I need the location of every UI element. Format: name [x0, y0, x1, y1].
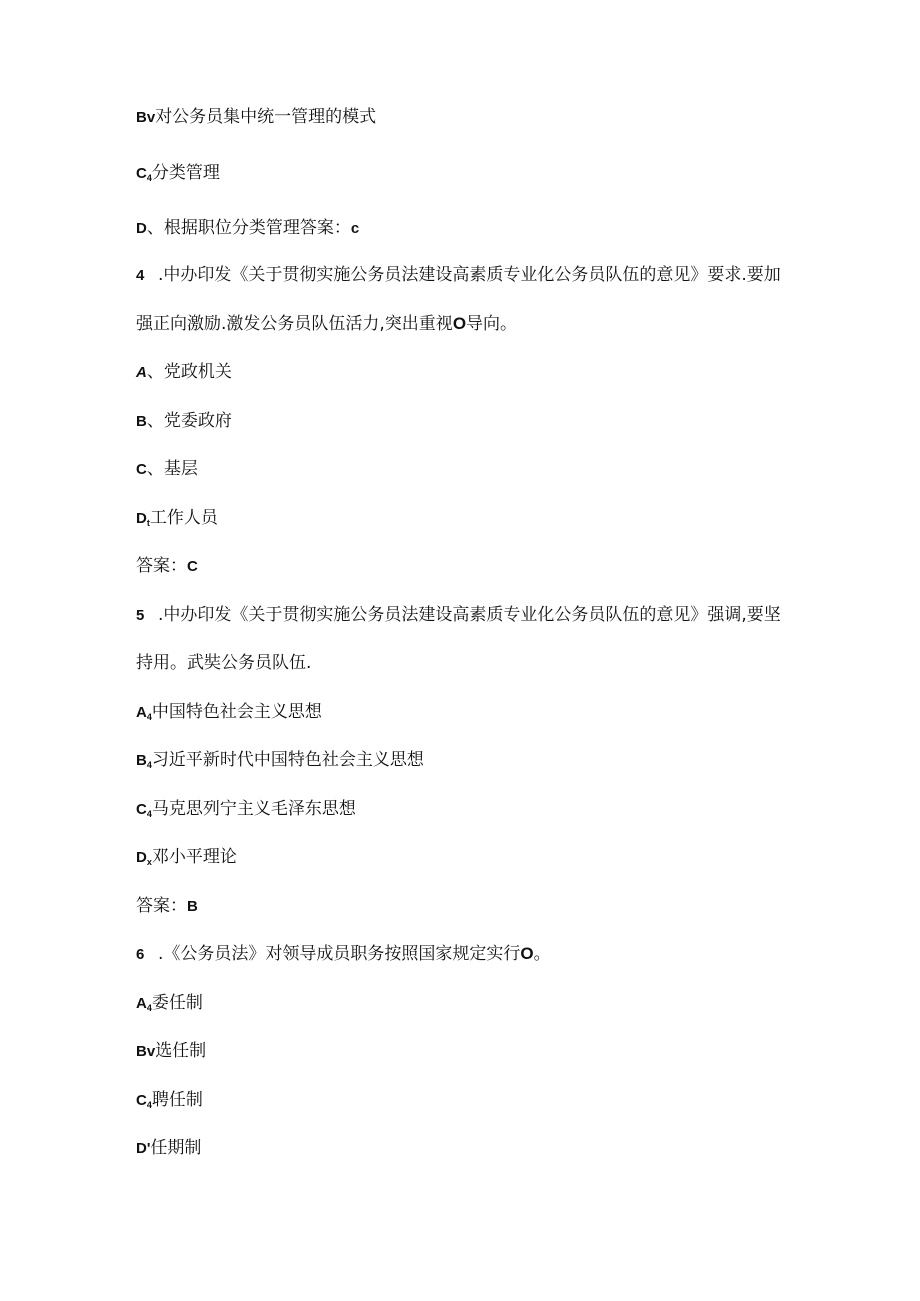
option-text: 根据职位分类管理答案： — [163, 218, 351, 238]
option-mark: 4 — [146, 1003, 152, 1013]
option-label: A — [136, 364, 147, 381]
option-mark: 4 — [146, 173, 152, 183]
option-c — [136, 1089, 203, 1116]
option-label: D — [136, 1140, 147, 1157]
question-text: 导向。 — [466, 314, 518, 334]
option-text: 对公务员集中统一管理的模式 — [155, 107, 377, 127]
option-b — [136, 1040, 206, 1063]
option-label: D — [136, 510, 147, 527]
question-number: 4 — [136, 267, 145, 284]
option-text: 聘任制 — [151, 1090, 203, 1110]
option-label: C — [136, 1092, 147, 1109]
question-text: .中办印发《关于贯彻实施公务员法建设高素质专业化公务员队伍的意见》要求.要加 — [158, 265, 781, 285]
answer-value: B — [187, 898, 198, 915]
option-text: 党政机关 — [163, 362, 232, 382]
option-c — [136, 162, 220, 189]
option-label: D — [136, 220, 147, 237]
blank-marker: O — [520, 944, 534, 963]
option-label: A — [136, 995, 147, 1012]
answer-label: 答案： — [136, 556, 187, 576]
question-number: 6 — [136, 946, 145, 963]
option-d — [136, 1137, 201, 1160]
option-b — [136, 410, 232, 433]
option-mark: v — [146, 109, 156, 126]
option-text: 中国特色社会主义思想 — [151, 702, 322, 722]
option-d — [136, 507, 218, 534]
option-mark: x — [146, 857, 152, 867]
option-mark: 4 — [146, 712, 152, 722]
question-text: .《公务员法》对领导成员职务按照国家规定实行 — [158, 944, 521, 964]
option-mark: t — [146, 518, 150, 528]
option-c — [136, 798, 356, 825]
option-label: B — [136, 1043, 147, 1060]
question-4-line-2 — [136, 313, 517, 335]
answer-line — [136, 555, 198, 578]
option-a — [136, 701, 322, 728]
option-text: 基层 — [163, 459, 198, 479]
option-label: B — [136, 413, 147, 430]
question-text: 持用。武奘公务员队伍. — [136, 653, 312, 673]
option-mark: 4 — [146, 1100, 152, 1110]
question-number: 5 — [136, 607, 145, 624]
option-d — [136, 846, 237, 873]
answer-line — [136, 895, 198, 918]
option-a — [136, 992, 203, 1019]
option-mark: 、 — [146, 459, 164, 479]
blank-marker: O — [452, 314, 467, 333]
option-mark: 4 — [146, 809, 152, 819]
answer-value: c — [350, 220, 360, 237]
option-text: 党委政府 — [163, 411, 232, 431]
option-text: 任期制 — [150, 1138, 202, 1158]
option-b — [136, 749, 424, 776]
option-mark: 、 — [146, 362, 164, 382]
option-mark: 4 — [146, 760, 152, 770]
option-text: 分类管理 — [151, 163, 220, 183]
question-6-line-1 — [136, 943, 551, 966]
option-text: 习近平新时代中国特色社会主义思想 — [151, 750, 424, 770]
question-4-line-1 — [136, 264, 781, 287]
option-a — [136, 361, 232, 384]
option-mark: 、 — [146, 218, 164, 238]
option-mark: v — [146, 1043, 156, 1060]
option-c — [136, 458, 198, 481]
question-text: .中办印发《关于贯彻实施公务员法建设高素质专业化公务员队伍的意见》强调,要坚 — [158, 605, 781, 625]
answer-label: 答案： — [136, 896, 187, 916]
option-label: C — [136, 165, 147, 182]
option-text: 委任制 — [151, 993, 203, 1013]
option-text: 邓小平理论 — [151, 847, 237, 867]
option-label: C — [136, 461, 147, 478]
option-text: 马克思列宁主义毛泽东思想 — [151, 799, 356, 819]
question-5-line-2 — [136, 652, 311, 674]
answer-value: C — [187, 558, 198, 575]
question-text: 。 — [533, 944, 551, 964]
option-text: 选任制 — [155, 1041, 207, 1061]
question-5-line-1 — [136, 604, 781, 627]
option-b — [136, 106, 376, 129]
option-mark: 、 — [146, 411, 164, 431]
option-label: D — [136, 849, 147, 866]
option-mark: ' — [146, 1140, 151, 1157]
option-d-with-answer — [136, 217, 359, 240]
question-text: 强正向激励.激发公务员队伍活力,突出重视 — [136, 314, 453, 334]
option-label: B — [136, 109, 147, 126]
option-label: A — [136, 704, 147, 721]
option-text: 工作人员 — [149, 508, 218, 528]
option-label: C — [136, 801, 147, 818]
option-label: B — [136, 752, 147, 769]
